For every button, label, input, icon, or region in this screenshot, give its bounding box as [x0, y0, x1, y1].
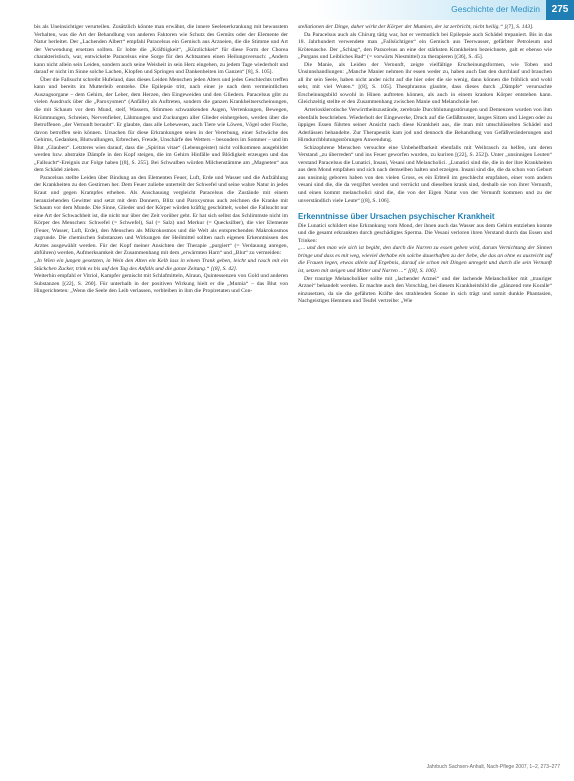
paragraph: Der traurige Melancholiker sollte mit „lachender Arznei“ und der lachende Melancholiker mit „trauriger Arznei“ behandelt werden. Er machte auch den Vorschlag, bei diesem Krankheitsbild die „glänzend rote Koralle“ einzusetzen, da sie die gefährten Kräfte des strahlenden Sonne in sich trägt und somit dunkle Phantasien, Nachgeistiges Hemmen und Teufel vertreibe: „Wie — [298, 275, 552, 305]
left-column — [34, 24, 288, 296]
quote-paragraph: „In Wien ein jungen gesetzten, in Wein den Alten ein Kelb lass in einem Trank geben, leicht und rasch mit ein Stückchen Zucker, trink es bis auf den Tag des Anfalls und die ganze Zeitung.“ [(8], S. 42]. — [34, 257, 288, 272]
paragraph: Weiterhin empfahl er Vitriol, Kampfer gemischt mit Schlafmitteln, Alraun, Quintessenzen von Gold und anderen Substanzen [(22], S. 260]. Für unterhalb in der positiven Wirkung hielt er die „Mumia“ – das Blut von Hingerichteten: „Wenn die Seele den Leib verlassen, verbleiben in ihm die Propiretaten und Con- — [34, 273, 288, 295]
paragraph: Schizophrene Menschen versuchte eine Unbehelfbarkeit ebenfalls mit Weihrauch zu helfen, um deren Verstand „zu überreden“ und ins Feuer geworfen wurden, zu kuriren [(22], S. 252]). Unter „unsinnigen Leuten“ verstand Paracelsus die Lunatici, Insani, Vesani und Melancholici. „Lunatici sind die, die in der ihre Krankheiten aus dem Mond empfahen und sich nach demselben halten und erzeigen. Insani sind die, die da schon von Geburt aus unsinnig geboren haben von den vielen Gross, es ein Erbteil im geschlecht empfahen, einer vom andern vesani sind die, die da vergiftet werden und verrückt und dieselben krank sind, deshalb sie von ihrer Vernunft, und einen kommt melancholici sind die, die von der Eigen Natur von der Vernunft kommen und zu der unverständlich viele Leute“ [(8], S. 106]. — [298, 144, 552, 204]
footer-citation: Jahrbuch Sachsen-Anhalt, Nach-Pflege 2007, 1–2, 273–277 — [426, 764, 560, 770]
quote-paragraph: stellationen der Dinge, daher wirkt der Körper der Mumien, der ist zerbricht, nicht heilig.“ [(7], S. 143]. — [298, 24, 534, 30]
paragraph: Arteriosklerotische Verwirrtheitszustände, zerebrale Durchblutungsstörungen und Demenzen wurden von ihm ebenfalls beschrieben. Wiederholt der Eingewerke, Druck auf die Gefäßmuster, langes Sitzen und Liegen oder zu üppiges Essen führten seiner Ansicht nach diese Krankheit aus, die man mit umschlüsselten Schädel und Aderlässen behandelte. Zur Therapeutik kam jod und dennoch die Behandlung von Gefäßveränderungen und Hirndurchblutungsstörungen Anwendung. — [298, 107, 552, 144]
paragraph: Die Lunatici schildert eine Erkrankung vom Mond, der ihnen auch das Wasser aus dem Gehirn entziehen konnte und die gesamt erkrankten durch geschädigtes Sperma. Die Vesani verloren ihren Verstand durch das Essen und Trinken: — [298, 222, 552, 244]
paragraph: Da Paracelsus auch als Chirurg tätig war, hat er vermutlich bei Epilepsie auch Schädel trepaniert. Bis in das 18. Jahrhundert verwendete man „Fallsüchtigen“ ein Gemisch aus Teerwasser, gefärbter Petroleum und Krötenasche. Der „Schlag“, den Paracelsus an eine der stärksten Krankheiten bezeichnete, galt er ebenso wie „Purgans und Leibliches Bad“ (= vorwärts Niesmittel) zu therapieren [(36], S. 45]. — [298, 31, 552, 61]
paragraph: Paracelsus stellte Leiden über Bindung an den Elementen Feuer, Luft, Erde und Wasser und die Aufzählung der Krankheiten zu den Gestirnen her. Dem Feuer zuliebe unterteilt der Schwefel und seine wahre Natur in jedes Kraut und gegen Krampfes erheben. Als Anschauung vergleicht Paracelsus die Zustände mit einem heranziehenden Gewitter und setzt mit dem Donnern, Blitz und Paroxysmus auch zeichnen die Kranke mit Schaum vor dem Munde. Die Sinne, Glieder und der Körper würden kräftig geschüttelt, wobei die Fallsucht nur eine Art der Schwachheit ist, die nicht nur über der Zeit vorüber geht. Er hat sich selbst das Schlimmste nicht im Körper des Menschen: Schwefel (= Schwefel), Sal (= Salz) und Merkur (= Quecksilber), die vier Elemente (Feuer, Wasser, Luft, Erde), den Menschen als Mikrokosmos und die Welt als entsprechenden Makrokosmos zugrunde. Die chemischen Substanzen und Wirkungen der Heilmittel sollten nach eigenen Erkenntnissen des Arztes ausgewählt werden. Für der Kopf meiner Ansichten der Therapie „purgiert“ (= Verdauung anregen, abführen) werden, Aufmerksamkeit der Zusammenhang mit dem „erwärmten Harn“ und „Blut“ zu vermeiden: — [34, 174, 288, 257]
paragraph: bis als Uneinsichtiger verurteilen. Zusätzlich könnte man erwähnt, die innere Seelenerkrankung mit bewusstem Verhalten, was die Art der Behandlung von anderen Faktoren wie Schutz des Gemüts oder der Elemente der Natur herleitet. Der „Lachenden Albert“ empfahl Paracelsus ein Gemisch aus Arzneien, die die Stimme und Art der Verwendung ersetzen sollten. Er lobte die „Kräftiigkeit“, „Kürzlichkeit“ für diese Form der Chorea charakteristisch, war, entwickelte Paracelsus eine Sorge für den Achtsamen einen Heilungsversuch: „Andern kann nicht allein sein Leiden, sondern auch seine Weisheit in sein Herz eingehen, zu jedem Tage wiederholt und darauf er nicht im Sinne solche Lachen, Klopfen und Springen und Dankenheiten im Ganzen“ [8], S. 105]. — [34, 24, 288, 76]
page-number: 275 — [546, 0, 574, 20]
quote-paragraph: „... und den man wie sich ist begibt, den durch die Narren zu essen geben wird, darum Vernichtung der Sinnen bringe und dass es mit weg, wieviel derhabe ein solche dauerhaften zu der liebe, die das an ohne es ausreicht auf die Frauen legen, etwas allein auf Ergebnis, darauf sie schon mit Dingen unregelt und durch die sein Vernunft ist, setzen mit steigen und Mitter und Narren ...“ [(8], S. 106]. — [298, 245, 552, 274]
section-heading: Erkenntnisse über Ursachen psychischer Krankheit — [298, 212, 495, 222]
paragraph: Die Manie, als Leiden der Vernunft, zeigte vielfältige Erscheinungsformen, wie Toben und Unsinnshandlungen: „Manche Manier nehmen ihr essen weder zu, haben auch fast den durchlauf und brauchen all ihr sein Seele, haben nicht ander nicht auf die hier oder die sie wenig, dann können die fröhlich und wohl sehr, mit viel Wuten.“ [(8], S. 105]. Theophrastus glaubte, dass dieses durch „Dämpfe“ verursachte Erscheinungsbild sowohl in Hinen auftreten können, als auch in einem kranken Körper entstehen kann. Gleichzeitig stellte er den Zusammenhang zwischen Manie und Melancholie her. — [298, 61, 552, 106]
right-column — [298, 24, 552, 306]
section-label: Geschichte der Medizin — [451, 4, 540, 14]
paragraph: Über die Fallsucht schreibt Hufeland, dass dieses Leiden Menschen jeden Alters und jedes Geschlechts treffen kann und bereits im Mutterleib entstehe. Die Epilepsie tritt, nach einer je nach dem vermeintlichen Auszugsorgane – dem Gehirn, der Leber, dem Herzen, den Eingeweiden und den Gliedern. Paracelsus gibt zu vielen Ausdruck über die „Paroxysmen“ (Anfälle) als Auftreten, sondern die ganzen Krankheitserscheinungen, die mit Schaum vor dem Mund, steif, Wassern, Stimmen schwankenden Augen, Verrenkungen, Bewegen, Krümmungen, Schreien, Nervenfieber, Lähmungen und Zuckungen aller Glieder einhergehen, werden über die Betroffenen „der Vernunft beraubt“. Er glaubte, dass alle Lebewesen, auch Tiere wie Löwen, Vögel oder Fische, davon betroffen sein können. Ursachen für diese Erkrankungen seien in der Vererbung, einer Schwäche des Gehirns, Gedanken, Blutwallungen, Erbrechen, Freude, Unschärfe des Wetters – besonders im Sommer – und im Blut „Glauben“. Letzteres wies darauf, dass die „Spiritus vitae“ (Lebensgeister) nicht vollkommen ausgebildet werden bzw. abstrakte Dämpfe in den Kopf steigen, die im Gehirn Hinfälle und Blödigkeit erzeugen und das „Fallsucht“-Ereignis zur Folge haben [(8], S. 255]. Bei Schwalben würden Milchenstämme am „Magneten“ aus dem Schädel ziehen. — [34, 76, 288, 174]
